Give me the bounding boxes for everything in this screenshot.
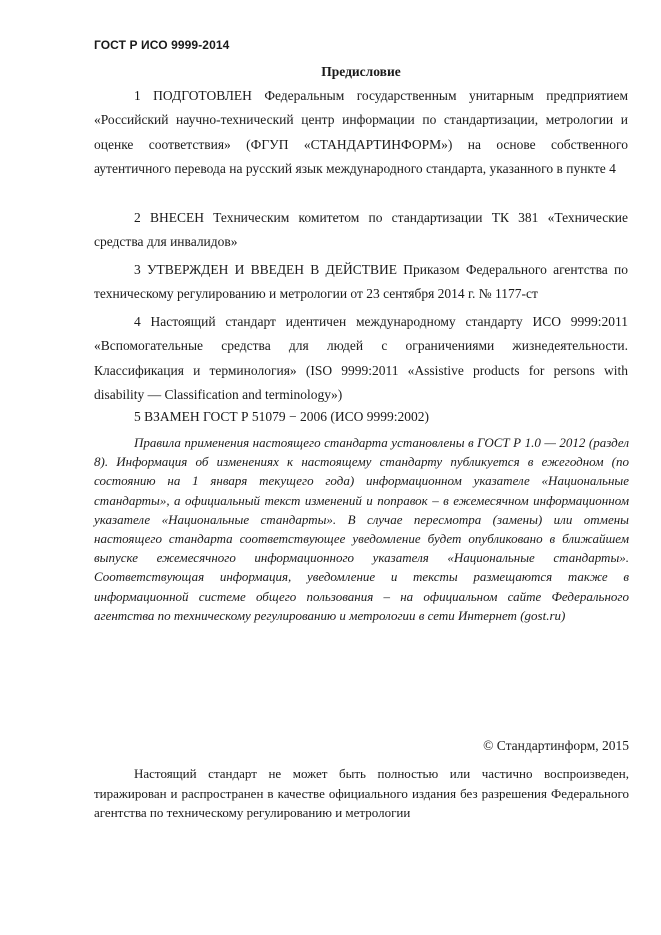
preface-paragraph-5: 5 ВЗАМЕН ГОСТ Р 51079 − 2006 (ИСО 9999:2002)	[134, 409, 430, 424]
reproduction-notice: Настоящий стандарт не может быть полностью или частично воспроизведен, тиражирован и распространен в качестве официального издания без разрешения Федерального агентства по техническому регулированию и метрологии	[94, 766, 629, 820]
application-rules-note: Правила применения настоящего стандарта установлены в ГОСТ Р 1.0 — 2012 (раздел 8). Информация об изменениях к настоящему стандарту публикуется в ежегодном (по состоянию на 1 января текущего года) информационном указателе «Национальные стандарты», а официальный текст изменений и поправок – в ежемесячном информационном указателе «Национальные стандарты». В случае пересмотра (замены) или отмены настоящего стандарта соответствующее уведомление будет опубликовано в ближайшем выпуске ежемесячного информационного указателя «Национальные стандарты». Соответствующая информация, уведомление и тексты размещаются также в информационной системе общего пользования – на официальном сайте Федерального агентства по техническому регулированию и метрологии в сети Интернет (gost.ru)	[94, 435, 629, 623]
preface-paragraph-2: 2 ВНЕСЕН Техническим комитетом по стандартизации ТК 381 «Технические средства для инвалидов»	[94, 210, 628, 250]
preface-paragraph-3: 3 УТВЕРЖДЕН И ВВЕДЕН В ДЕЙСТВИЕ Приказом Федерального агентства по техническому регулированию и метрологии от 23 сентября 2014 г. № 1177-ст	[94, 262, 628, 302]
preface-paragraph-1: 1 ПОДГОТОВЛЕН Федеральным государственным унитарным предприятием «Российский научно-технический центр информации по стандартизации, метрологии и оценке соответствия» (ФГУП «СТАНДАРТИНФОРМ») на основе собственного аутентичного перевода на русский язык международного стандарта, указанного в пункте 4	[94, 88, 628, 177]
copyright-line: © Стандартинформ, 2015	[483, 738, 629, 753]
preface-title: Предисловие	[321, 64, 401, 79]
preface-paragraph-4: 4 Настоящий стандарт идентичен международному стандарту ИСО 9999:2011 «Вспомогательные средства для людей с ограничениями жизнедеятельности. Классификация и терминология» (ISO 9999:2011 «Assistive products for persons with disability — Classification and terminology»)	[94, 314, 628, 403]
document-code: ГОСТ Р ИСО 9999-2014	[94, 38, 230, 52]
